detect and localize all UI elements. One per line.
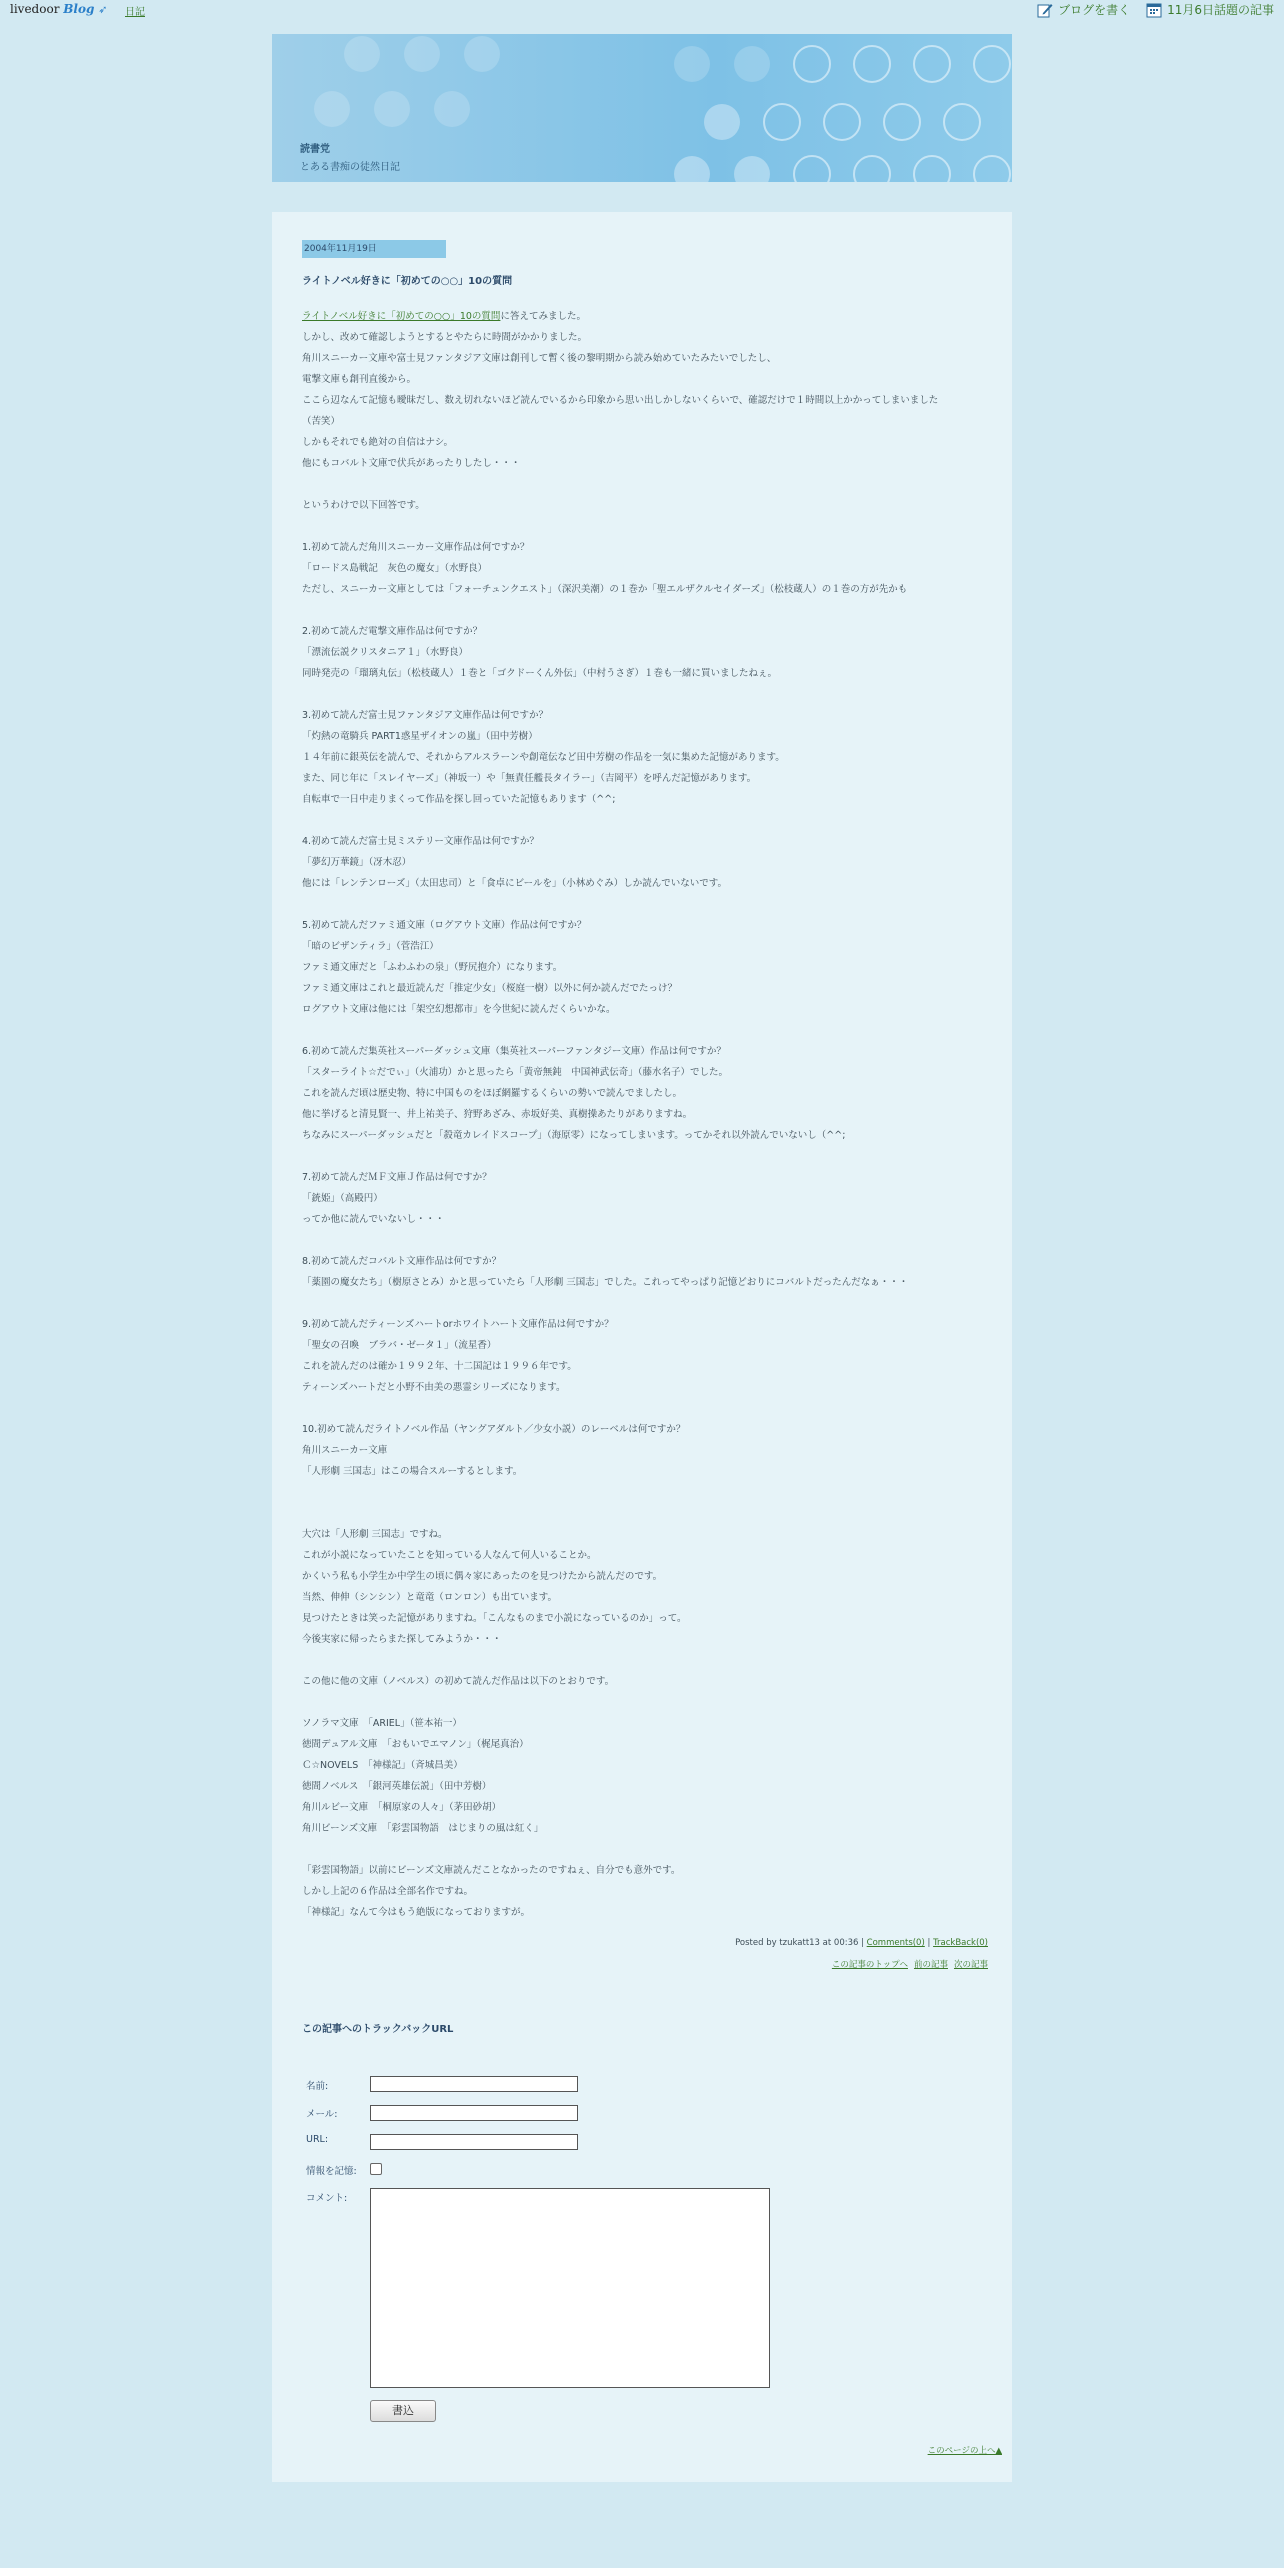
entry-body-line: 同時発売の「瑠璃丸伝」（松枝蔵人）１巻と「ゴクドーくん外伝」（中村うさぎ）１巻も一緒に買いましたねぇ。 [302,668,778,679]
trackback-url-heading: この記事へのトラックバックURL [302,2024,454,2035]
entry-body-line: 角川スニーカー文庫 [302,1445,388,1456]
entry-body-line [302,1482,992,1503]
entry-body-line: 2.初めて読んだ電撃文庫作品は何ですか？ [302,626,483,637]
entry-body-line: 1.初めて読んだ角川スニーカー文庫作品は何ですか？ [302,542,530,553]
url-label: URL: [306,2134,329,2145]
entry-body-line [302,684,992,705]
entry-body-line [302,474,992,495]
entry-date: 2004年11月19日 [302,240,446,258]
entry-body-line [302,1293,992,1314]
entry-body-line [302,1398,992,1419]
entry-body-line: １４年前に銀英伝を読んで、それからアルスラーンや創竜伝など田中芳樹の作品を一気に集めた記憶があります。 [302,752,785,763]
intro-rest: に答えてみました。 [500,311,586,322]
entry-body-line: 徳間デュアル文庫 「おもいでエマノン」（梶尾真治） [302,1739,529,1750]
comments-link[interactable]: Comments(0) [866,1938,925,1948]
entry-body-line: 「人形劇 三国志」はこの場合スルーするとします。 [302,1466,523,1477]
entry-body-line: 8.初めて読んだコバルト文庫作品は何ですか？ [302,1256,502,1267]
logo-text: livedoor [10,2,60,16]
page-top-link[interactable]: このページの上へ▲ [927,2446,1002,2456]
entry-body-line: しかし上記の６作品は全部名作ですね。 [302,1886,474,1897]
logo-blog-text: Blog [63,2,95,16]
blog-header-banner [272,34,1012,182]
comment-textarea[interactable] [370,2188,770,2388]
entry-body-line: 「灼熱の竜騎兵 PART1惑星ザイオンの嵐」（田中芳樹） [302,731,538,742]
entry-body-line: 自転車で一日中走りまくって作品を探し回っていた記憶もあります（^^; [302,794,616,805]
trackback-link[interactable]: TrackBack(0) [933,1938,988,1948]
entry-body-line: 「薬園の魔女たち」（樹原さとみ）かと思っていたら「人形劇 三国志」でした。これってやっぱり記憶どおりにコバルトだったんだなぁ・・・ [302,1277,909,1288]
entry-body-line [302,600,992,621]
blog-title[interactable]: 読書党 [300,144,330,155]
entry-body-line [302,1503,992,1524]
entry-body-line: （苦笑） [302,416,341,427]
entry-nav [832,1958,988,1970]
name-input[interactable] [370,2076,578,2092]
entry-body-line: 「ロードス島戦記 灰色の魔女」（水野良） [302,563,488,574]
entry-body-line [302,516,992,537]
entry-body-line [302,810,992,831]
entry-body-line: かくいう私も小学生か中学生の頃に偶々家にあったのを見つけたから読んだのです。 [302,1571,663,1582]
main-content [272,212,1012,2482]
entry-body-line: 「彩雲国物語」以前にビーンズ文庫読んだことなかったのですねぇ、自分でも意外です。 [302,1865,681,1876]
topic-articles-label: 11月6日話題の記事 [1167,3,1274,17]
entry-body-line: というわけで以下回答です。 [302,500,425,511]
entry-body-line: 他にもコバルト文庫で伏兵があったりしたし・・・ [302,458,521,469]
calendar-icon [1146,2,1162,18]
entry-body-line: 9.初めて読んだティーンズハートorホワイトハート文庫作品は何ですか？ [302,1319,614,1330]
entry-body-line: 角川スニーカー文庫や富士見ファンタジア文庫は創刊して暫く後の黎明期から読み始めていたみたいでしたし、 [302,353,777,364]
entry-body-line: 「夢幻万華鏡」（冴木忍） [302,857,412,868]
entry-body-line: 10.初めて読んだライトノベル作品（ヤングアダルト／少女小説）のレーベルは何ですか？ [302,1424,686,1435]
comment-label: コメント: [306,2193,348,2204]
entry-body-line: 「漂流伝説クリスタニア１」（水野良） [302,647,469,658]
url-input[interactable] [370,2134,578,2150]
prev-entry-link[interactable]: 前の記事 [913,1960,948,1970]
entry-body-line: 「スターライト☆だでぃ」（火浦功）かと思ったら「黄帝無鈍 中国神武伝奇」（藤水名子）でした。 [302,1067,729,1078]
entry-body-line: また、同じ年に「スレイヤーズ」（神坂一）や「無責任艦長タイラー」（吉岡平）を呼んだ記憶があります。 [302,773,757,784]
entry-body-line: 角川ビーンズ文庫 「彩雲国物語 はじまりの風は紅く」 [302,1823,544,1834]
entry-body-line: 他に挙げると清見賢一、井上祐美子、狩野あざみ、赤坂好美、真樹操あたりがありますね。 [302,1109,693,1120]
posted-prefix: Posted by tzukatt13 at 00:36 | [735,1938,864,1948]
entry-body-line: 見つけたときは笑った記憶がありますね。「こんなものまで小説になっているのか」って。 [302,1613,687,1624]
entry-body-line: 4.初めて読んだ富士見ミステリー文庫作品は何ですか？ [302,836,539,847]
top-right-links [1037,1,1274,18]
entry-body-line: 「銃姫」（高殿円） [302,1193,383,1204]
mail-input[interactable] [370,2105,578,2121]
entry-body-line: 今後実家に帰ったらまた探してみようか・・・ [302,1634,502,1645]
entry-body-line: 3.初めて読んだ富士見ファンタジア文庫作品は何ですか？ [302,710,548,721]
entry-body-line: これが小説になっていたことを知っている人なんて何人いることか。 [302,1550,597,1561]
entry-body-line: ここら辺なんて記憶も曖昧だし、数え切れないほど読んでいるから印象から思い出しかしないくらいで、確認だけで１時間以上かかってしまいました [302,395,939,406]
mail-label: メール: [306,2109,338,2120]
entry-body-line: 徳間ノベルス 「銀河英雄伝説」（田中芳樹） [302,1781,492,1792]
entry-title: ライトノベル好きに「初めての○○」10の質問 [302,276,513,287]
entry-body-line: ちなみにスーパーダッシュだと「殺竜カレイドスコープ」（海原零）になってしまいます。ってかそれ以外読んでいないし（^^; [302,1130,846,1141]
entry-body-line: 電撃文庫も創刊直後から。 [302,374,417,385]
entry-body-line [302,1230,992,1251]
entry-body-line [302,1650,992,1671]
entry-body-line: この他に他の文庫（ノベルス）の初めて読んだ作品は以下のとおりです。 [302,1676,615,1687]
entry-body-line: Ｃ☆NOVELS 「神様記」（斉城昌美） [302,1760,463,1771]
entry-body-line: 他には「レンテンローズ」（太田忠司）と「食卓にビールを」（小林めぐみ）しか読んでいないです。 [302,878,727,889]
entry-body-line: ログアウト文庫は他には「架空幻想都市」を今世紀に読んだくらいかな。 [302,1004,616,1015]
nikki-link[interactable]: 日記 [125,7,145,18]
topic-articles-link[interactable] [1146,1,1274,18]
entry-body-line: 7.初めて読んだＭＦ文庫Ｊ作品は何ですか？ [302,1172,492,1183]
blog-subtitle: とある書痴の徒然日記 [300,162,400,173]
entry-body-line: 6.初めて読んだ集英社スーパーダッシュ文庫（集英社スーパーファンタジー文庫）作品は何ですか？ [302,1046,726,1057]
write-blog-link[interactable] [1037,1,1130,18]
entry-body-line: 5.初めて読んだファミ通文庫（ログアウト文庫）作品は何ですか？ [302,920,587,931]
entry-body [302,306,992,1923]
entry-body-line: 角川ルビー文庫 「桐原家の人々」（茅田砂胡） [302,1802,502,1813]
entry-body-line: 「聖女の召喚 ブラバ・ゼータ１」（流星香） [302,1340,497,1351]
entry-body-line: 大穴は「人形劇 三国志」ですね。 [302,1529,448,1540]
livedoor-blog-logo[interactable] [10,2,107,16]
write-blog-label: ブログを書く [1058,3,1131,17]
remember-checkbox[interactable] [370,2163,382,2175]
entry-body-line [302,1692,992,1713]
logo-swoosh-icon: ➶ [98,3,108,16]
entry-body-line: しかもそれでも絶対の自信はナシ。 [302,437,454,448]
entry-body-line: しかし、改めて確認しようとするとやたらに時間がかかりました。 [302,332,588,343]
posted-by: Posted by tzukatt13 at 00:36 | Comments(0) | TrackBack(0) [735,1938,988,1948]
entry-body-line [302,1020,992,1041]
entry-intro-line [302,306,992,327]
entry-body-line: これを読んだ頃は歴史物、特に中国ものをほぼ網羅するくらいの勢いで読んでましたし。 [302,1088,683,1099]
entry-body-line: ティーンズハートだと小野不由美の悪霊シリーズになります。 [302,1382,566,1393]
entry-body-line [302,1839,992,1860]
entry-body-line: ソノラマ文庫 「ARIEL」（笹本祐一） [302,1718,462,1729]
entry-body-line: これを読んだのは確か１９９２年、十二国記は１９９６年です。 [302,1361,577,1372]
entry-body-line: ってか他に読んでいないし・・・ [302,1214,445,1225]
submit-button[interactable]: 書込 [370,2400,436,2422]
top-bar [0,0,1284,22]
pencil-icon [1037,2,1053,18]
entry-body-line [302,894,992,915]
entry-body-line: 「神様記」なんて今はもう絶版になっておりますが。 [302,1907,531,1918]
intro-link[interactable]: ライトノベル好きに「初めての○○」10の質問 [302,311,501,322]
entry-body-line: 「暗のビザンティラ」（菅浩江） [302,941,439,952]
next-entry-link[interactable]: 次の記事 [953,1960,988,1970]
entry-body-line [302,1146,992,1167]
remember-label: 情報を記憶: [306,2166,357,2177]
entry-body-line: ファミ通文庫はこれと最近読んだ「推定少女」（桜庭一樹）以外に何か読んだでたっけ？ [302,983,678,994]
entry-body-line: ただし、スニーカー文庫としては「フォーチュンクエスト」（深沢美潮）の１巻か「聖エルザクルセイダーズ」（松枝蔵人）の１巻の方が先かも [302,584,908,595]
entry-body-line: 当然、伸伸（シンシン）と竜竜（ロンロン）も出ています。 [302,1592,558,1603]
entry-top-link[interactable]: この記事のトップへ [831,1960,908,1970]
name-label: 名前: [306,2081,329,2092]
entry-body-line: ファミ通文庫だと「ふわふわの泉」（野尻抱介）になります。 [302,962,563,973]
